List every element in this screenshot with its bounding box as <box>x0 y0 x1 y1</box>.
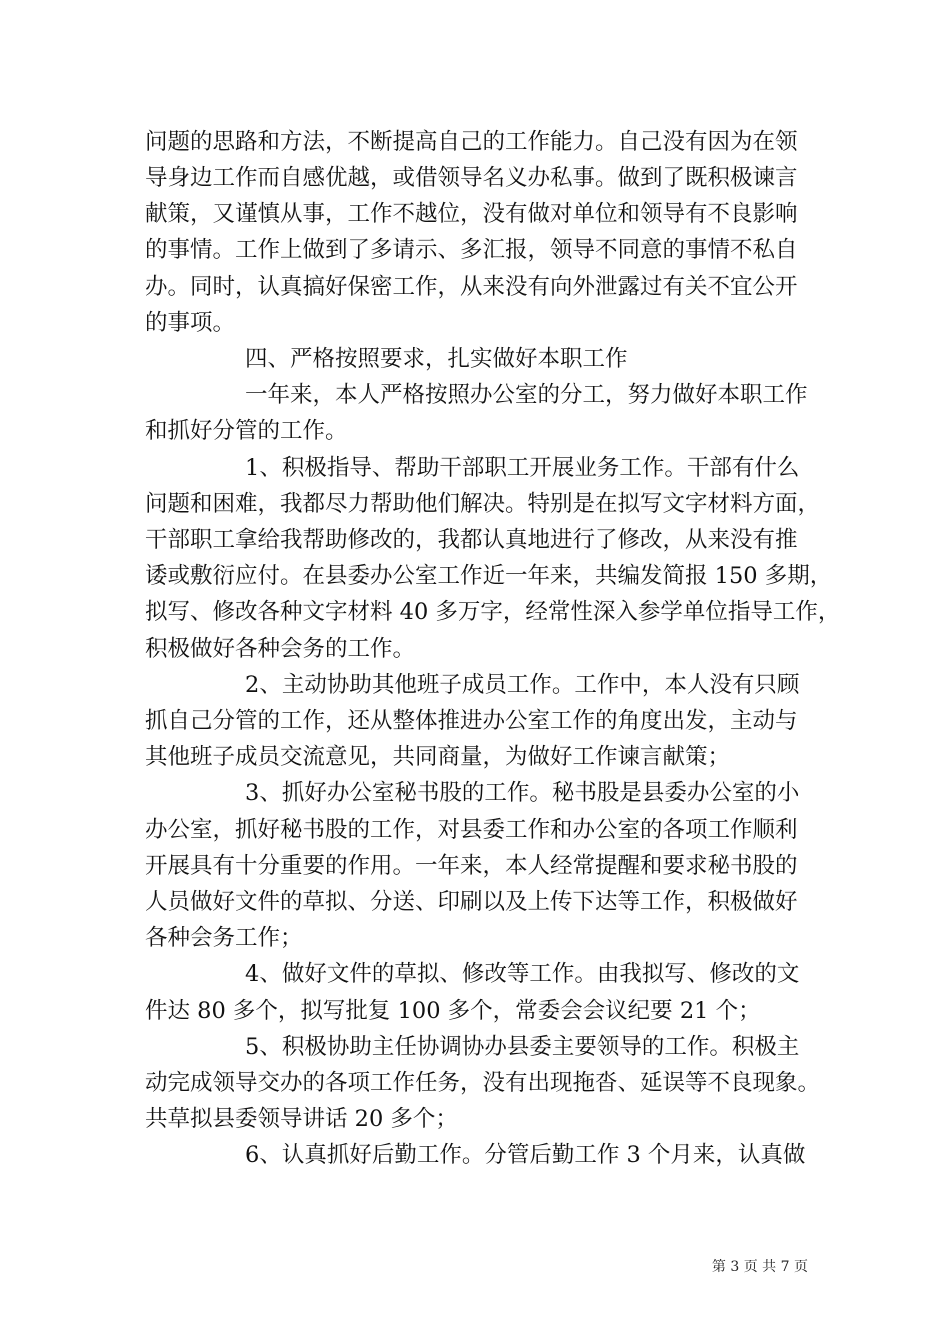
text-line: 动完成领导交办的各项工作任务，没有出现拖沓、延误等不良现象。 <box>145 1070 821 1096</box>
text-line: 问题的思路和方法，不断提高自己的工作能力。自己没有因为在领 <box>145 129 798 155</box>
text-line: 共草拟县委领导讲话 20 多个； <box>145 1106 458 1132</box>
text-line: 一年来，本人严格按照办公室的分工，努力做好本职工作 <box>245 382 808 408</box>
text-line: 办公室，抓好秘书股的工作，对县委工作和办公室的各项工作顺利 <box>145 817 798 843</box>
text-line: 献策，又谨慎从事，工作不越位，没有做对单位和领导有不良影响 <box>145 201 798 227</box>
text-line: 的事情。工作上做到了多请示、多汇报，领导不同意的事情不私自 <box>145 237 798 263</box>
text-line: 5、积极协助主任协调协办县委主要领导的工作。积极主 <box>245 1034 800 1060</box>
text-line: 4、做好文件的草拟、修改等工作。由我拟写、修改的文 <box>245 961 800 987</box>
text-line: 抓自己分管的工作，还从整体推进办公室工作的角度出发，主动与 <box>145 708 798 734</box>
text-line: 诿或敷衍应付。在县委办公室工作近一年来，共编发简报 150 多期， <box>145 563 833 589</box>
text-line: 1、积极指导、帮助干部职工开展业务工作。干部有什么 <box>245 455 800 481</box>
page-number: 第 3 页 共 7 页 <box>711 1259 808 1275</box>
text-line: 办。同时，认真搞好保密工作，从来没有向外泄露过有关不宜公开 <box>145 274 798 300</box>
text-line: 6、认真抓好后勤工作。分管后勤工作 3 个月来，认真做 <box>245 1142 806 1168</box>
text-line: 其他班子成员交流意见，共同商量，为做好工作谏言献策； <box>145 744 731 770</box>
text-line: 积极做好各种会务的工作。 <box>145 636 416 662</box>
text-line: 拟写、修改各种文字材料 40 多万字，经常性深入参学单位指导工作， <box>145 599 841 625</box>
text-line: 件达 80 多个，拟写批复 100 多个，常委会会议纪要 21 个； <box>145 998 761 1024</box>
text-line: 2、主动协助其他班子成员工作。工作中，本人没有只顾 <box>245 672 800 698</box>
text-line: 和抓好分管的工作。 <box>145 418 348 444</box>
section-heading: 四、严格按照要求，扎实做好本职工作 <box>245 346 628 372</box>
text-line: 3、抓好办公室秘书股的工作。秘书股是县委办公室的小 <box>245 780 800 806</box>
text-line: 开展具有十分重要的作用。一年来，本人经常提醒和要求秘书股的 <box>145 853 798 879</box>
text-line: 问题和困难，我都尽力帮助他们解决。特别是在拟写文字材料方面， <box>145 491 821 517</box>
text-line: 人员做好文件的草拟、分送、印刷以及上传下达等工作，积极做好 <box>145 889 798 915</box>
text-line: 干部职工拿给我帮助修改的，我都认真地进行了修改，从来没有推 <box>145 527 798 553</box>
text-line: 导身边工作而自感优越，或借领导名义办私事。做到了既积极谏言 <box>145 165 798 191</box>
text-line: 各种会务工作； <box>145 925 303 951</box>
text-line: 的事项。 <box>145 310 236 336</box>
